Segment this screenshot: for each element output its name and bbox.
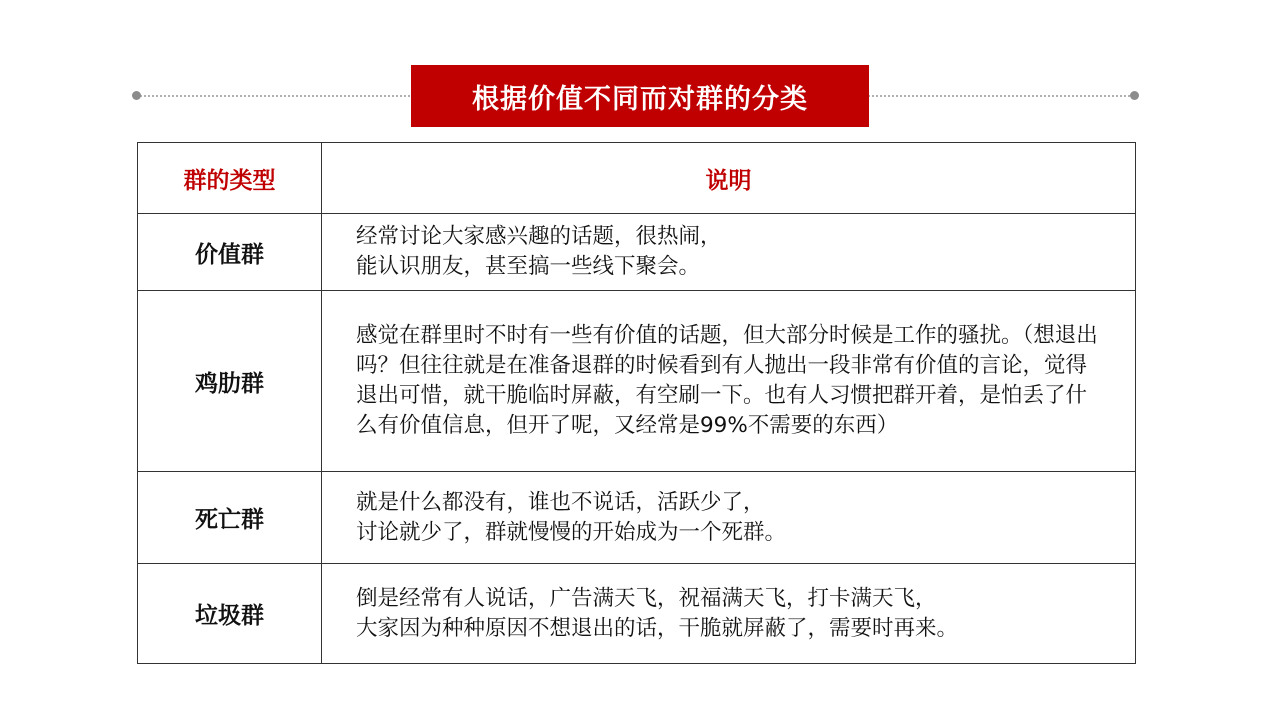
description-line: 经常讨论大家感兴趣的话题，很热闹， <box>356 224 722 249</box>
table-row <box>138 291 1136 472</box>
divider-dot-right <box>1130 91 1139 100</box>
description-text: 感觉在群里时不时有一些有价值的话题，但大部分时候是工作的骚扰。（想退出吗？但往往就是在准备退群的时候看到有人抛出一段非常有价值的言论，觉得退出可惜，就干脆临时屏蔽，有空刷一下。也有人习惯把群开着，是怕丢了什么有价值信息，但开了呢，又经常是99%不需要的东西） <box>356 323 1098 438</box>
group-type-cell: 垃圾群 <box>138 564 322 664</box>
description-cell <box>322 214 1136 291</box>
divider-dot-left <box>132 91 141 100</box>
header-group-type: 群的类型 <box>138 143 322 214</box>
description-line: 讨论就少了，群就慢慢的开始成为一个死群。 <box>356 519 787 545</box>
description-cell <box>322 291 1136 472</box>
group-type-cell: 鸡肋群 <box>138 291 322 472</box>
group-classification-table <box>137 142 1136 664</box>
header-description: 说明 <box>322 143 1136 214</box>
description-line: 大家因为种种原因不想退出的话，干脆就屏蔽了，需要时再来。 <box>356 615 959 641</box>
table-row <box>138 214 1136 291</box>
description-line: 就是什么都没有，谁也不说话，活跃少了， <box>356 489 765 515</box>
table-header-row <box>138 143 1136 214</box>
description-cell <box>322 564 1136 664</box>
table-row <box>138 472 1136 564</box>
table-row <box>138 564 1136 664</box>
description-cell <box>322 472 1136 564</box>
description-line: 倒是经常有人说话，广告满天飞，祝福满天飞，打卡满天飞， <box>356 585 937 611</box>
group-type-cell: 死亡群 <box>138 472 322 564</box>
group-type-cell: 价值群 <box>138 214 322 291</box>
description-line: 能认识朋友，甚至搞一些线下聚会。 <box>356 254 701 279</box>
page-title: 根据价值不同而对群的分类 <box>411 65 869 127</box>
